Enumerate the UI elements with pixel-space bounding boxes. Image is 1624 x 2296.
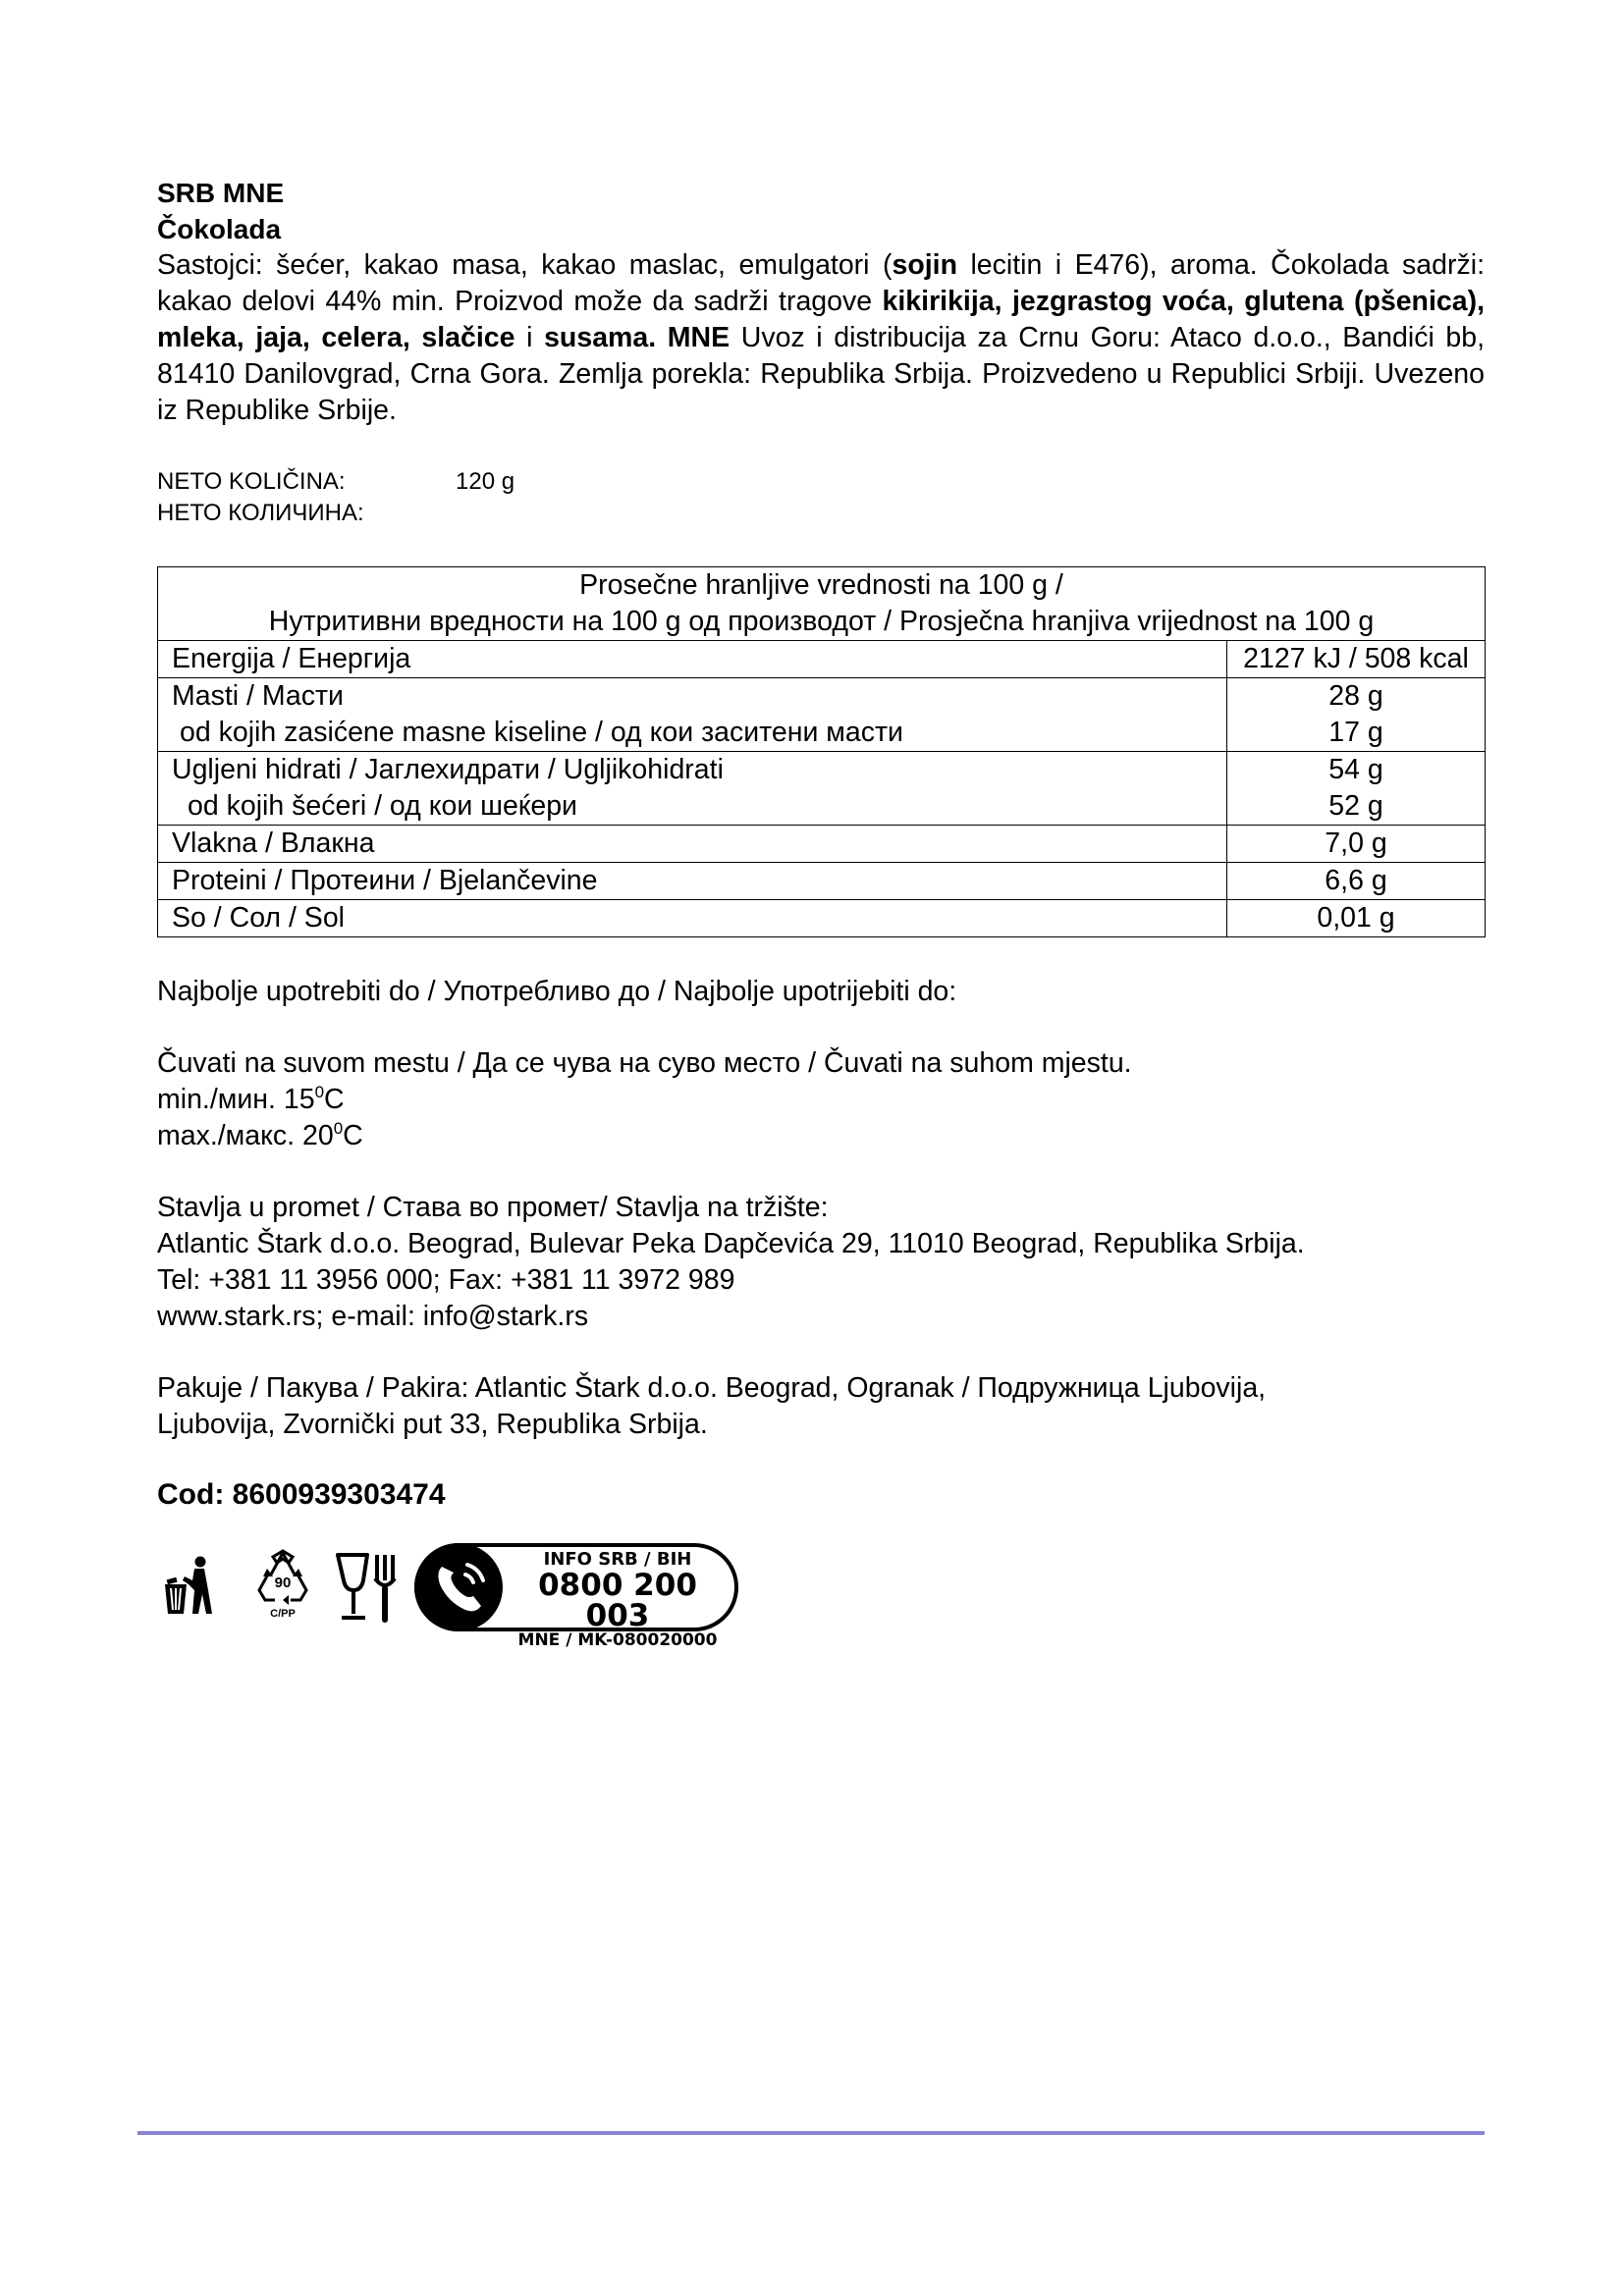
food-safe-icon [334,1551,401,1624]
icons-row [157,1541,746,1650]
nutrient-label: Vlakna / Влакна [158,826,1227,863]
packer-line: Pakuje / Пакува / Pakira: Atlantic Štark d.o.o. Beograd, Ogranak / Подружница Ljubovija, [157,1372,1267,1404]
allergen-list: kikirikija, jezgrastog voća, glutena (pšenica), mleka, jaja, celera, slačice [157,286,1485,353]
temp-unit: C [343,1120,363,1151]
nutrition-heading-line1: Prosečne hranljive vrednosti na 100 g / [579,569,1063,601]
nutrition-header-row [158,567,1486,641]
table-row [158,863,1486,900]
recycling-badge [251,1549,314,1628]
nutrient-label: So / Сол / Sol [158,900,1227,937]
phone-icon-circle [414,1543,503,1631]
table-row [158,826,1486,863]
ingredients-part: Uvoz i distribucija za Crnu Goru: Ataco d.o.o., Bandići bb, 81410 Danilovgrad, Crna Gora. Zemlja porekla: Republika Srbija. Proizvedeno u Republici Srbiji. Uvezeno iz Republike Srbije. [157,322,1486,426]
nutrient-value: 6,6 g [1227,863,1486,900]
nutrient-sublabel: od kojih zasićene masne kiseline / од кои заситени масти [180,717,903,748]
best-before: Najbolje upotrebiti do / Употребливо до / Najbolje upotrijebiti do: [157,976,957,1007]
recycle-number: 90 [274,1575,292,1591]
label-content [157,175,1485,1514]
nutrient-value: 2127 kJ / 508 kcal [1227,641,1486,678]
nutrient-value: 7,0 g [1227,826,1486,863]
table-row [158,752,1486,826]
storage-block [157,1045,1485,1154]
packer-block [157,1370,1485,1443]
max-temp-label: max./макс. 20 [157,1120,334,1151]
nutrient-sublabel: od kojih šećeri / од кои шеќери [188,790,577,822]
nutrient-label: Ugljeni hidrati / Јаглехидрати / Ugljikohidrati [172,754,724,785]
nutrient-value: 28 g [1328,680,1383,712]
distributor-address: Atlantic Štark d.o.o. Beograd, Bulevar Peka Dapčevića 29, 11010 Beograd, Republika Srbija. [157,1228,1305,1259]
nutrient-label: Proteini / Протеини / Bjelančevine [158,863,1227,900]
nutrition-heading [158,567,1486,641]
phone-icon [414,1543,503,1631]
country-codes: SRB MNE [157,178,285,208]
nutrient-value-group [1227,678,1486,752]
distributor-heading: Stavlja u promet / Става во промет/ Stavlja na tržište: [157,1192,829,1223]
nutrient-value: 52 g [1328,790,1383,822]
ingredients-part: Sastojci: šećer, kakao masa, kakao maslac, emulgatori ( [157,249,893,281]
product-name: Čokolada [157,214,282,244]
storage-min-temp [157,1082,1485,1118]
product-code: Cod: 8600939303474 [157,1478,446,1511]
distributor-phone: Tel: +381 11 3956 000; Fax: +381 11 3972 989 [157,1264,735,1296]
nutrition-heading-line2: Нутритивни вредности на 100 g од производот / Prosječna hranjiva vrijednost na 100 g [268,606,1375,637]
temp-unit: C [324,1084,345,1115]
net-quantity-label-cyrillic: НЕТО КОЛИЧИНА: [157,500,364,526]
nutrient-label: Masti / Масти [172,680,344,712]
packer-line: Ljubovija, Zvornički put 33, Republika Srbija. [157,1409,708,1440]
net-quantity-label: NETO KOLIČINA: [157,468,346,495]
info-hotline-text [507,1551,729,1649]
storage-max-temp [157,1118,1485,1154]
recycle-code: C/PP [270,1608,296,1620]
distributor-web: www.stark.rs; e-mail: info@stark.rs [157,1301,589,1332]
ingredients-part: i [514,322,545,353]
table-row [158,900,1486,937]
info-hotline-line1: INFO SRB / BIH [543,1549,692,1570]
nutrient-label-group [158,678,1227,752]
nutrient-value: 54 g [1328,754,1383,785]
ingredients-text [157,247,1485,429]
net-quantity [157,466,1485,529]
storage-instruction: Čuvati na suvom mestu / Да се чува на суво место / Čuvati na suhom mjestu. [157,1047,1132,1079]
tidyman-icon [163,1555,216,1616]
ingredients-part: lecitin i E476), aroma. Čokolada sadrži: kakao delovi 44% min. Proizvod može da sadrži tragove [157,249,1485,317]
min-temp-label: min./мин. 15 [157,1084,315,1115]
nutrient-value: 0,01 g [1227,900,1486,937]
allergen-sesame: susama. MNE [544,322,731,353]
nutrient-label: Energija / Енергија [158,641,1227,678]
net-quantity-value: 120 g [456,468,515,495]
recycling-icon [251,1549,314,1614]
footer-divider [137,2131,1485,2135]
nutrient-value: 17 g [1328,717,1383,748]
nutrient-value-group [1227,752,1486,826]
info-hotline-line3: MNE / MK-080020000 [517,1630,718,1650]
allergen-soy: sojin [892,249,957,281]
nutrient-label-group [158,752,1227,826]
table-row [158,641,1486,678]
degree-mark: 0 [333,1119,344,1138]
info-hotline-badge [414,1543,738,1650]
distributor-block [157,1190,1485,1335]
degree-mark: 0 [314,1083,325,1101]
nutrition-table [157,566,1486,937]
info-hotline-number: 0800 200 003 [538,1568,697,1633]
table-row [158,678,1486,752]
